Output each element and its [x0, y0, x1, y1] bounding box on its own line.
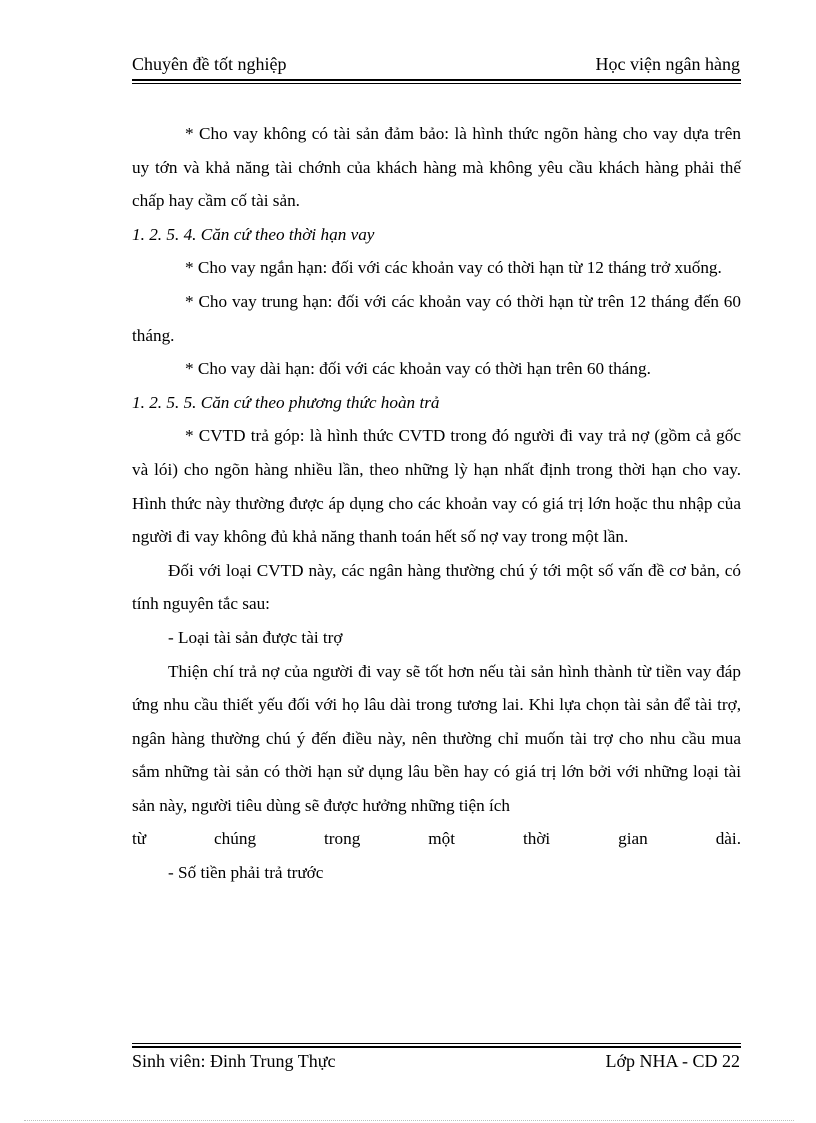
header-document-type: Chuyên đề tốt nghiệp — [132, 54, 287, 74]
footer-student-name: Sinh viên: Đinh Trung Thực — [132, 1051, 336, 1071]
page-footer — [132, 1049, 740, 1077]
paragraph-installment: * CVTD trả góp: là hình thức CVTD trong đó người đi vay trả nợ (gồm cả gốc và lói) cho ngõn hàng nhiều lần, theo những lỳ hạn nhất định trong thời hạn cho vay. Hình thức này thường được áp dụng cho các khoản vay có giá trị lớn hoặc thu nhập của người đi vay không đủ khả năng thanh toán hết số nợ vay trong một lần. — [132, 426, 741, 547]
page-header — [132, 50, 740, 80]
paragraph-goodwill-last-line: từ chúng trong một thời gian dài. — [132, 829, 741, 849]
paragraph-goodwill: Thiện chí trả nợ của người đi vay sẽ tốt hơn nếu tài sản hình thành từ tiền vay đáp ứng nhu cầu thiết yếu đối với họ lâu dài trong tương lai. Khi lựa chọn tài sản để tài trợ, ngân hàng thường chú ý đến điều này, nên thường chỉ muốn tài trợ cho nhu cầu mua sắm những tài sản có thời hạn sử dụng lâu bền hay có giá trị lớn bởi với những loại tài sản này, người tiêu dùng sẽ được hưởng những tiện ích — [132, 661, 741, 815]
header-rule-thin — [132, 83, 741, 84]
list-item-down-payment: - Số tiền phải trả trước — [168, 863, 324, 883]
list-item-asset-type: - Loại tài sản được tài trợ — [168, 627, 343, 647]
footer-class: Lớp NHA - CD 22 — [605, 1051, 740, 1071]
paragraph-unsecured-loan: * Cho vay không có tài sản đảm bảo: là hình thức ngõn hàng cho vay dựa trên uy tớn và khả năng tài chớnh của khách hàng mà không yêu cầu khách hàng phải thế chấp hay cầm cố tài sản. — [132, 124, 741, 211]
section-heading-1-2-5-4: 1. 2. 5. 4. Căn cứ theo thời hạn vay — [132, 224, 375, 244]
header-rule-thick — [132, 79, 741, 81]
footer-rule-thin — [132, 1043, 741, 1044]
paragraph-medium-term: * Cho vay trung hạn: đối với các khoản vay có thời hạn từ trên 12 tháng đến 60 tháng. — [132, 291, 741, 345]
page-edge-divider — [24, 1120, 794, 1121]
header-institution: Học viện ngân hàng — [595, 54, 740, 74]
footer-rule-thick — [132, 1046, 741, 1048]
paragraph-long-term: * Cho vay dài hạn: đối với các khoản vay có thời hạn trên 60 tháng. — [185, 359, 651, 379]
paragraph-principles: Đối với loại CVTD này, các ngân hàng thường chú ý tới một số vấn đề cơ bản, có tính nguyên tắc sau: — [132, 560, 741, 614]
paragraph-short-term: * Cho vay ngắn hạn: đối với các khoản vay có thời hạn từ 12 tháng trở xuống. — [185, 258, 722, 278]
section-heading-1-2-5-5: 1. 2. 5. 5. Căn cứ theo phương thức hoàn trả — [132, 392, 440, 412]
page-body — [132, 117, 741, 890]
